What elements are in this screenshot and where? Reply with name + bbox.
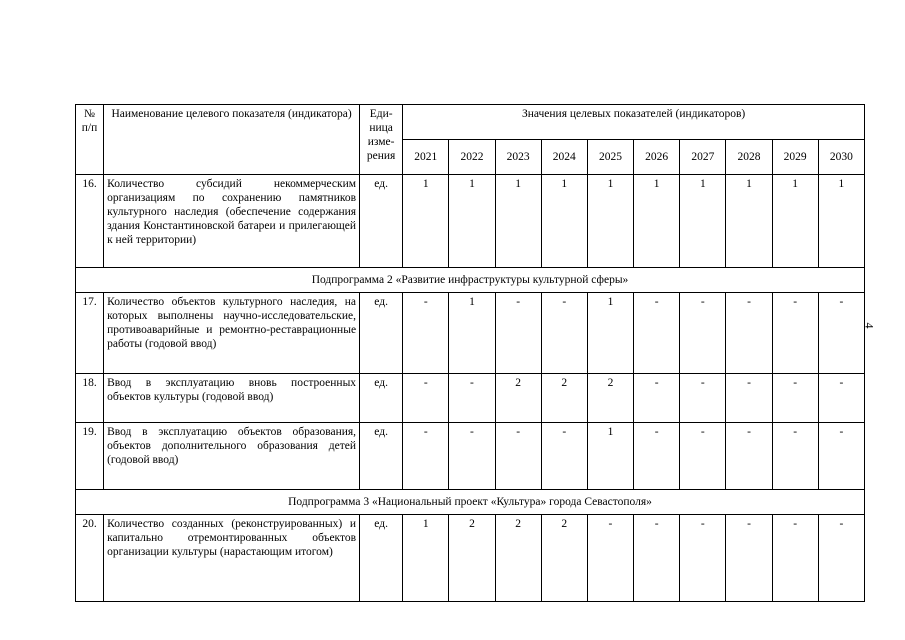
value-cell: - <box>541 293 587 374</box>
value-cell: - <box>818 293 864 374</box>
value-cell: - <box>449 423 495 490</box>
row-number: 19. <box>76 423 104 490</box>
indicators-table <box>75 104 865 602</box>
year-cell: 2029 <box>772 140 818 175</box>
value-cell: 1 <box>403 515 449 602</box>
value-cell: - <box>680 374 726 423</box>
value-cell: - <box>634 423 680 490</box>
header-unit: Еди-ница изме-рения <box>360 105 403 175</box>
value-cell: 1 <box>587 423 633 490</box>
value-cell: - <box>726 423 772 490</box>
value-cell: 1 <box>680 175 726 268</box>
value-cell: - <box>818 423 864 490</box>
value-cell: 2 <box>495 374 541 423</box>
table-row <box>76 374 865 423</box>
value-cell: - <box>403 293 449 374</box>
value-cell: 2 <box>541 374 587 423</box>
value-cell: - <box>772 423 818 490</box>
value-cell: 2 <box>587 374 633 423</box>
value-cell: - <box>772 515 818 602</box>
unit-cell: ед. <box>360 374 403 423</box>
value-cell: - <box>818 515 864 602</box>
value-cell: - <box>541 423 587 490</box>
value-cell: - <box>680 293 726 374</box>
year-cell: 2026 <box>634 140 680 175</box>
year-cell: 2027 <box>680 140 726 175</box>
value-cell: 1 <box>772 175 818 268</box>
indicator-name: Количество объектов культурного наследия, на которых выполнены научно-исследовательские, противоаварийные и ремонтно-реставрационные работы (годовой ввод) <box>104 293 360 374</box>
header-num: № п/п <box>76 105 104 175</box>
year-cell: 2030 <box>818 140 864 175</box>
indicator-name: Ввод в эксплуатацию вновь построенных объектов культуры (годовой ввод) <box>104 374 360 423</box>
value-cell: 1 <box>403 175 449 268</box>
table-row <box>76 515 865 602</box>
header-row <box>76 105 865 140</box>
value-cell: - <box>726 374 772 423</box>
subprogram-title: Подпрограмма 3 «Национальный проект «Культура» города Севастополя» <box>76 490 865 515</box>
unit-cell: ед. <box>360 293 403 374</box>
value-cell: - <box>634 293 680 374</box>
table-row <box>76 175 865 268</box>
indicator-name: Ввод в эксплуатацию объектов образования, объектов дополнительного образования детей (годовой ввод) <box>104 423 360 490</box>
value-cell: - <box>634 374 680 423</box>
row-number: 18. <box>76 374 104 423</box>
header-name: Наименование целевого показателя (индикатора) <box>104 105 360 175</box>
value-cell: - <box>680 515 726 602</box>
year-cell: 2024 <box>541 140 587 175</box>
page-number: 4 <box>862 322 877 329</box>
value-cell: - <box>449 374 495 423</box>
indicator-name: Количество субсидий некоммерческим организациям по сохранению памятников культурного наследия (обеспечение содержания здания Константиновской батареи и прилегающей к ней территории) <box>104 175 360 268</box>
year-cell: 2025 <box>587 140 633 175</box>
value-cell: - <box>634 515 680 602</box>
subprogram-row <box>76 490 865 515</box>
value-cell: 2 <box>449 515 495 602</box>
value-cell: 1 <box>449 293 495 374</box>
row-number: 16. <box>76 175 104 268</box>
table-row <box>76 293 865 374</box>
value-cell: 1 <box>495 175 541 268</box>
subprogram-title: Подпрограмма 2 «Развитие инфраструктуры культурной сферы» <box>76 268 865 293</box>
header-values-title: Значения целевых показателей (индикаторов) <box>403 105 865 140</box>
subprogram-row <box>76 268 865 293</box>
value-cell: - <box>587 515 633 602</box>
year-cell: 2028 <box>726 140 772 175</box>
unit-cell: ед. <box>360 423 403 490</box>
value-cell: - <box>772 374 818 423</box>
value-cell: - <box>403 374 449 423</box>
value-cell: 1 <box>726 175 772 268</box>
value-cell: - <box>403 423 449 490</box>
value-cell: - <box>818 374 864 423</box>
unit-cell: ед. <box>360 515 403 602</box>
value-cell: - <box>680 423 726 490</box>
year-cell: 2021 <box>403 140 449 175</box>
value-cell: - <box>726 515 772 602</box>
row-number: 20. <box>76 515 104 602</box>
value-cell: - <box>495 293 541 374</box>
unit-cell: ед. <box>360 175 403 268</box>
value-cell: 2 <box>541 515 587 602</box>
indicator-name: Количество созданных (реконструированных) и капитально отремонтированных объектов организации культуры (нарастающим итогом) <box>104 515 360 602</box>
value-cell: 1 <box>587 175 633 268</box>
value-cell: 1 <box>541 175 587 268</box>
value-cell: - <box>495 423 541 490</box>
value-cell: 1 <box>634 175 680 268</box>
year-cell: 2022 <box>449 140 495 175</box>
value-cell: 1 <box>587 293 633 374</box>
value-cell: - <box>726 293 772 374</box>
table-row <box>76 423 865 490</box>
value-cell: 2 <box>495 515 541 602</box>
value-cell: 1 <box>449 175 495 268</box>
value-cell: 1 <box>818 175 864 268</box>
value-cell: - <box>772 293 818 374</box>
row-number: 17. <box>76 293 104 374</box>
year-cell: 2023 <box>495 140 541 175</box>
